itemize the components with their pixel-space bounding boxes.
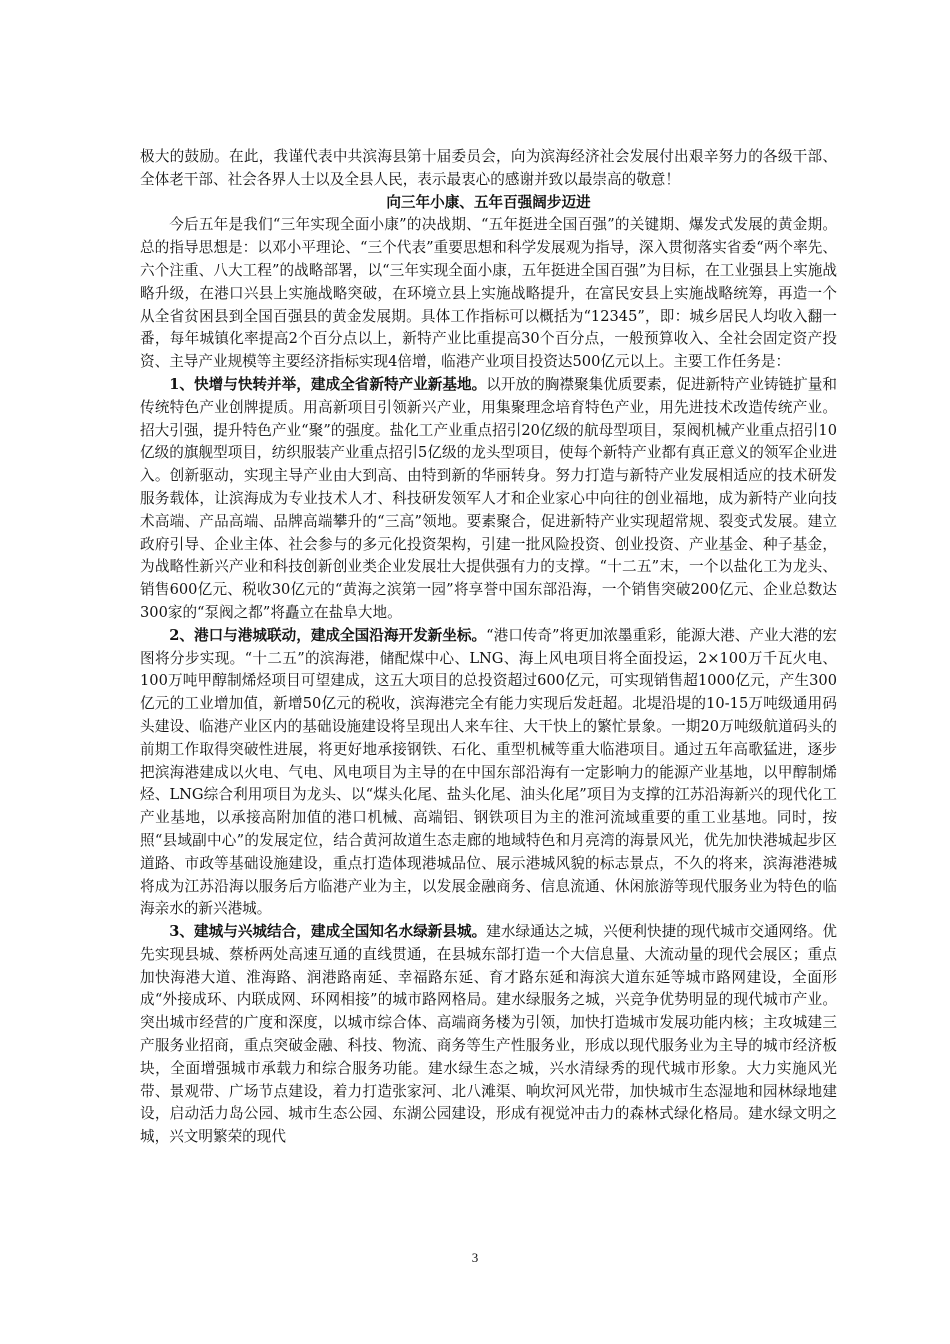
section-heading: 向三年小康、五年百强阔步迈进 [386,193,591,211]
task-lead-2: 2、港口与港城联动，建成全国沿海开发新坐标。 [169,626,487,644]
page-number: 3 [471,1250,479,1265]
task-paragraph-2 [140,625,837,921]
task-lead-1: 1、快增与快转并举，建成全省新特产业新基地。 [169,375,487,393]
intro-paragraph: 今后五年是我们“三年实现全面小康”的决战期、“五年挺进全国百强”的关键期、爆发式发展的黄金期。总的指导思想是：以邓小平理论、“三个代表”重要思想和科学发展观为指导，深入贯彻落实省委“两个率先、六个注重、八大工程”的战略部署，以“三年实现全面小康，五年挺进全国百强”为目标，在工业强县上实施战略升级，在港口兴县上实施战略突破，在环境立县上实施战略提升，在富民安县上实施战略统筹，再造一个从全省贫困县到全国百强县的黄金发展期。具体工作指标可以概括为“12345”，即：城乡居民人均收入翻一番，每年城镇化率提高2个百分点以上，新特产业比重提高30个百分点，一般预算收入、全社会固定资产投资、主导产业规模等主要经济指标实现4倍增，临港产业项目投资达500亿元以上。主要工作任务是： [140,216,837,371]
opening-paragraph: 极大的鼓励。在此，我谨代表中共滨海县第十届委员会，向为滨海经济社会发展付出艰辛努力的各级干部、全体老干部、社会各界人士以及全县人民，表示最衷心的感谢并致以最崇高的敬意！ [140,148,837,188]
task-lead-3: 3、建城与兴城结合，建成全国知名水绿新县城。 [169,923,487,941]
task-body-3: 建水绿通达之城，兴便利快捷的现代城市交通网络。优先实现县城、蔡桥两处高速互通的直线贯通，在县城东部打造一个大信息量、大流动量的现代会展区；重点加快海港大道、淮海路、润港路南延、幸福路东延、育才路东延和海滨大道东延等城市路网建设，全面形成“外接成环、内联成网、环网相接”的城市路网格局。建水绿服务之城，兴竞争优势明显的现代城市产业。突出城市经营的广度和深度，以城市综合体、高端商务楼为引领，加快打造城市发展功能内核；主攻城建三产服务业招商，重点突破金融、科技、物流、商务等生产性服务业，形成以现代服务业为主导的城市经济板块，全面增强城市承载力和综合服务功能。建水绿生态之城，兴水清绿秀的现代城市形象。大力实施风光带、景观带、广场节点建设，着力打造张家河、北八滩渠、响坎河风光带，加快城市生态湿地和园林绿地建设，启动活力岛公园、城市生态公园、东湖公园建设，形成有视觉冲击力的森林式绿化格局。建水绿文明之城，兴文明繁荣的现代 [140,923,837,1146]
task-paragraph-1 [140,374,837,625]
task-body-1: 以开放的胸襟聚集优质要素，促进新特产业铸链扩量和传统特色产业创牌提质。用高新项目引领新兴产业，用集聚理念培育特色产业，用先进技术改造传统产业。招大引强，提升特色产业“聚”的强度。盐化工产业重点招引20亿级的航母型项目，泵阀机械产业重点招引10亿级的旗舰型项目，纺织服装产业重点招引5亿级的龙头型项目，使每个新特产业都有真正意义的领军企业进入。创新驱动，实现主导产业由大到高、由特到新的华丽转身。努力打造与新特产业发展相适应的技术研发服务载体，让滨海成为专业技术人才、科技研发领军人才和企业家心中向往的创业福地，成为新特产业向技术高端、产品高端、品牌高端攀升的“三高”领地。要素聚合，促进新特产业实现超常规、裂变式发展。建立政府引导、企业主体、社会参与的多元化投资架构，引建一批风险投资、创业投资、产业基金、种子基金，为战略性新兴产业和科技创新创业类企业发展壮大提供强有力的支撑。“十二五”末，一个以盐化工为龙头、销售600亿元、税收30亿元的“黄海之滨第一园”将享誉中国东部沿海，一个销售突破200亿元、企业总数达300家的“泵阀之都”将矗立在盐阜大地。 [140,375,837,621]
task-body-2: “港口传奇”将更加浓墨重彩，能源大港、产业大港的宏图将分步实现。“十二五”的滨海港，储配煤中心、LNG、海上风电项目将全面投运，2×100万千瓦火电、100万吨甲醇制烯烃项目可望建成，这五大项目的总投资超过600亿元，可实现销售超1000亿元，产生300亿元的工业增加值，新增50亿元的税收，滨海港完全有能力实现后发赶超。北堤沿堤的10-15万吨级通用码头建设、临港产业区内的基础设施建设将呈现出人来车往、大干快上的繁忙景象。一期20万吨级航道码头的前期工作取得突破性进展，将更好地承接钢铁、石化、重型机械等重大临港项目。通过五年高歌猛进，逐步把滨海港建成以火电、气电、风电项目为主导的在中国东部沿海有一定影响力的能源产业基地，以甲醇制烯烃、LNG综合利用项目为龙头、以“煤头化尾、盐头化尾、油头化尾”项目为支撑的江苏沿海新兴的现代化工产业基地，以承接高附加值的港口机械、高端铝、钢铁项目为主的淮河流域重要的重工业基地。同时，按照“县域副中心”的发展定位，结合黄河故道生态走廊的地域特色和月亮湾的海景风光，优先加快港城起步区道路、市政等基础设施建设，重点打造体现港城品位、展示港城风貌的标志景点，不久的将来，滨海港港城将成为江苏沿海以服务后方临港产业为主，以发展金融商务、信息流通、休闲旅游等现代服务业为特色的临海亲水的新兴港城。 [140,626,837,918]
task-paragraph-3 [140,921,837,1149]
document-body [140,146,837,1149]
